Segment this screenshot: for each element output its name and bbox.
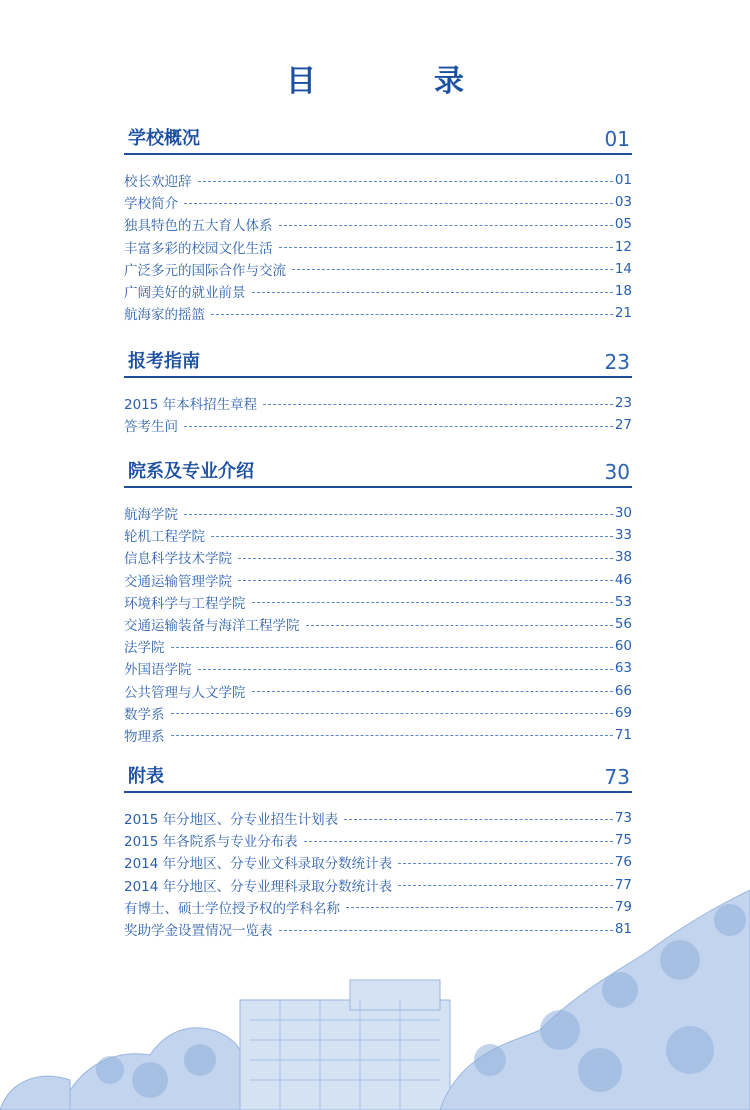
section-page-number: 30 (604, 460, 630, 484)
entry-page-number: 18 (614, 283, 632, 300)
section-header[interactable] (124, 127, 632, 155)
toc-entry[interactable] (124, 213, 632, 235)
entry-title: 学校简介 (124, 196, 178, 213)
toc-entry[interactable] (124, 702, 632, 724)
entry-page-number: 73 (614, 810, 632, 827)
dot-leader (252, 691, 613, 692)
toc-entry[interactable] (124, 169, 632, 191)
entry-page-number: 63 (614, 660, 632, 677)
entry-title: 2015 年各院系与专业分布表 (124, 834, 298, 851)
entry-title: 2014 年分地区、分专业理科录取分数统计表 (124, 878, 393, 895)
toc-entry[interactable] (124, 502, 632, 524)
section-title: 院系及专业介绍 (128, 461, 254, 482)
entry-page-number: 46 (614, 571, 632, 588)
entry-title: 2014 年分地区、分专业文科录取分数统计表 (124, 856, 393, 873)
section-title: 报考指南 (128, 351, 200, 372)
toc-entry[interactable] (124, 829, 632, 851)
entry-title: 航海家的摇篮 (124, 307, 205, 324)
entry-title: 物理系 (124, 728, 165, 745)
toc-entry[interactable] (124, 236, 632, 258)
dot-leader (304, 841, 613, 842)
entry-title: 丰富多彩的校园文化生活 (124, 240, 273, 257)
toc-entry[interactable] (124, 258, 632, 280)
entry-page-number: 27 (614, 417, 632, 434)
entry-page-number: 30 (614, 505, 632, 522)
dot-leader (279, 247, 613, 248)
entry-title: 轮机工程学院 (124, 529, 205, 546)
entry-title: 交通运输管理学院 (124, 573, 232, 590)
toc-entry[interactable] (124, 613, 632, 635)
section-page-number: 23 (604, 350, 630, 374)
entry-page-number: 14 (614, 260, 632, 277)
entry-page-number: 76 (614, 854, 632, 871)
section-header[interactable] (124, 765, 632, 793)
dot-leader (211, 536, 613, 537)
dot-leader (171, 713, 613, 714)
section-page-number: 01 (604, 127, 630, 151)
dot-leader (171, 647, 613, 648)
entry-page-number: 05 (614, 216, 632, 233)
entry-title: 广泛多元的国际合作与交流 (124, 262, 286, 279)
entry-title: 校长欢迎辞 (124, 174, 192, 191)
dot-leader (238, 558, 613, 559)
section-title: 附表 (128, 766, 164, 787)
entry-title: 外国语学院 (124, 662, 192, 679)
toc-entry[interactable] (124, 591, 632, 613)
dot-leader (198, 669, 613, 670)
entry-page-number: 66 (614, 682, 632, 699)
entry-page-number: 60 (614, 638, 632, 655)
entry-title: 有博士、硕士学位授予权的学科名称 (124, 900, 340, 917)
entry-title: 环境科学与工程学院 (124, 595, 246, 612)
toc-entry[interactable] (124, 392, 632, 414)
entry-page-number: 77 (614, 876, 632, 893)
toc-entry[interactable] (124, 546, 632, 568)
dot-leader (344, 819, 613, 820)
entry-title: 信息科学技术学院 (124, 551, 232, 568)
toc-entry[interactable] (124, 569, 632, 591)
toc-entry[interactable] (124, 724, 632, 746)
entry-title: 交通运输装备与海洋工程学院 (124, 618, 300, 635)
dot-leader (279, 225, 613, 226)
entry-title: 2015 年本科招生章程 (124, 397, 258, 414)
toc-entry[interactable] (124, 807, 632, 829)
toc-entry[interactable] (124, 280, 632, 302)
entry-title: 广阔美好的就业前景 (124, 285, 246, 302)
toc-entry[interactable] (124, 414, 632, 436)
entry-page-number: 12 (614, 238, 632, 255)
entry-page-number: 69 (614, 704, 632, 721)
dot-leader (184, 514, 613, 515)
toc-section (124, 460, 632, 746)
toc-entry[interactable] (124, 851, 632, 873)
toc-entry[interactable] (124, 191, 632, 213)
entry-page-number: 23 (614, 395, 632, 412)
section-header[interactable] (124, 350, 632, 378)
entry-page-number: 03 (614, 194, 632, 211)
dot-leader (184, 203, 613, 204)
section-page-number: 73 (604, 765, 630, 789)
entry-page-number: 33 (614, 527, 632, 544)
dot-leader (306, 625, 613, 626)
entry-title: 2015 年分地区、分专业招生计划表 (124, 812, 339, 829)
entry-page-number: 56 (614, 616, 632, 633)
entry-page-number: 79 (614, 898, 632, 915)
toc-entry[interactable] (124, 524, 632, 546)
entry-page-number: 38 (614, 549, 632, 566)
entry-page-number: 75 (614, 832, 632, 849)
entry-title: 答考生问 (124, 419, 178, 436)
toc-section (124, 127, 632, 324)
entry-page-number: 71 (614, 726, 632, 743)
dot-leader (263, 404, 613, 405)
entry-title: 数学系 (124, 706, 165, 723)
toc-section (124, 350, 632, 436)
toc-entry[interactable] (124, 680, 632, 702)
dot-leader (238, 580, 613, 581)
dot-leader (252, 602, 613, 603)
entry-title: 航海学院 (124, 507, 178, 524)
entry-title: 独具特色的五大育人体系 (124, 218, 273, 235)
entry-page-number: 21 (614, 305, 632, 322)
section-header[interactable] (124, 460, 632, 488)
dot-leader (398, 863, 613, 864)
dot-leader (198, 181, 613, 182)
dot-leader (171, 735, 613, 736)
campus-illustration (0, 880, 750, 1110)
toc-entry[interactable] (124, 635, 632, 657)
dot-leader (184, 426, 613, 427)
page-title: 目 录 (286, 64, 508, 99)
entry-title: 奖助学金设置情况一览表 (124, 923, 273, 940)
dot-leader (292, 269, 613, 270)
section-title: 学校概况 (128, 128, 200, 149)
entry-page-number: 53 (614, 593, 632, 610)
entry-page-number: 01 (614, 172, 632, 189)
entry-title: 公共管理与人文学院 (124, 684, 246, 701)
dot-leader (252, 292, 613, 293)
toc-entry[interactable] (124, 302, 632, 324)
toc-entry[interactable] (124, 657, 632, 679)
dot-leader (211, 314, 613, 315)
entry-title: 法学院 (124, 640, 165, 657)
entry-page-number: 81 (614, 921, 632, 938)
